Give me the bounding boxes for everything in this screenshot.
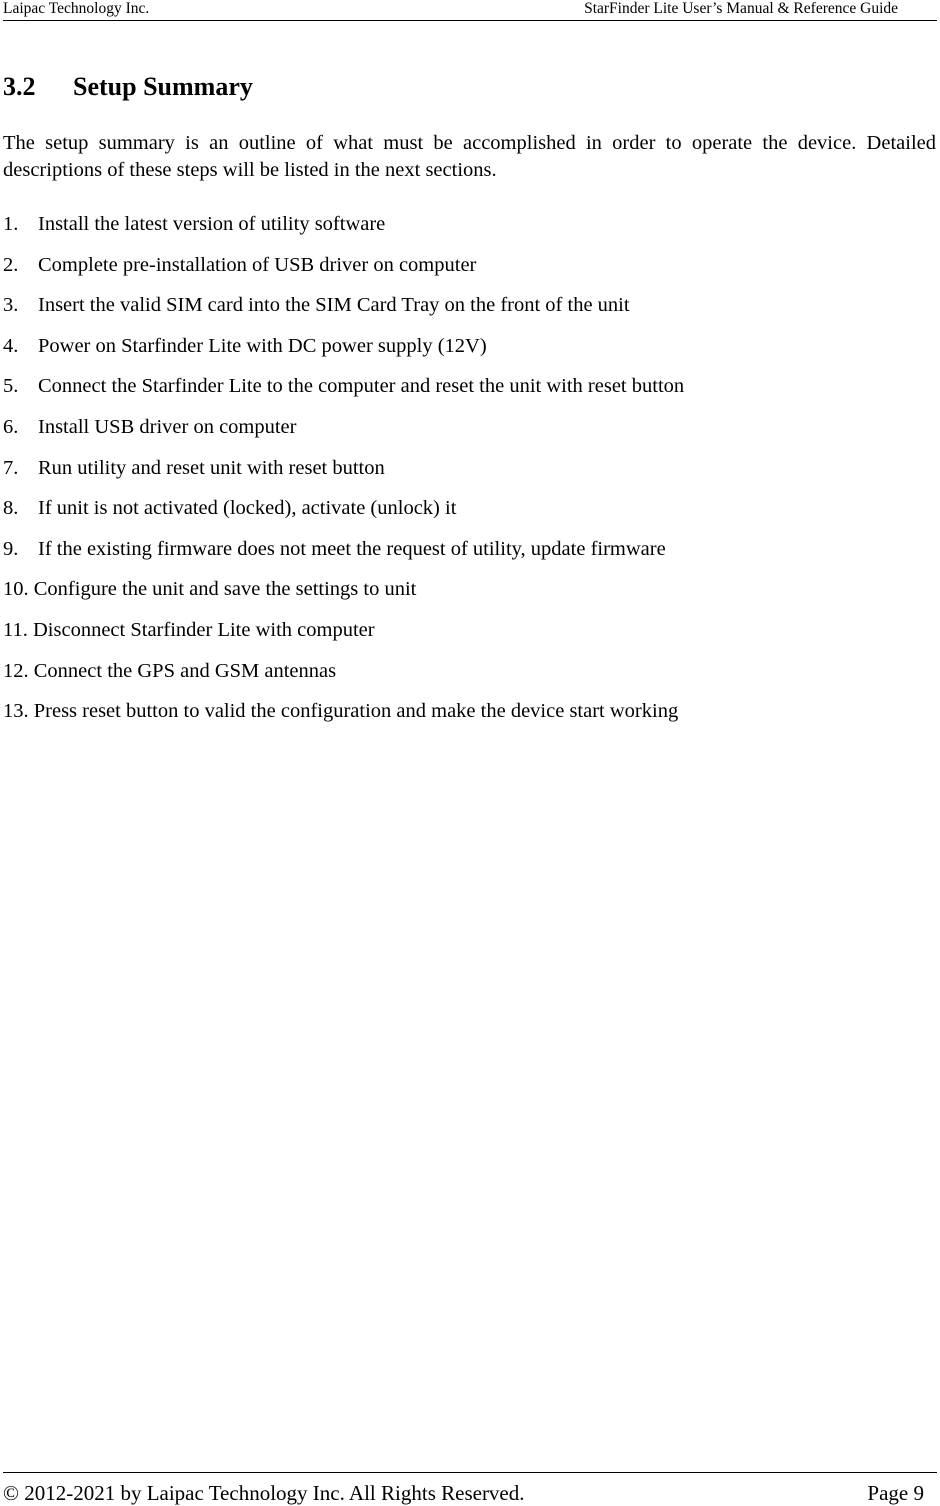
step-text: Configure the unit and save the settings to unit [33, 578, 417, 601]
section-heading [3, 72, 253, 102]
list-item [3, 252, 923, 293]
header-doc-title: StarFinder Lite User’s Manual & Reference Guide [584, 0, 898, 17]
step-number: 11. [3, 618, 28, 641]
setup-steps-list [3, 211, 923, 739]
step-number: 7. [3, 456, 19, 479]
step-text: Complete pre-installation of USB driver on computer [38, 253, 477, 276]
list-item [3, 455, 923, 496]
step-number: 9. [3, 537, 19, 560]
footer-page-number: Page 9 [867, 1481, 924, 1505]
list-item [3, 617, 923, 658]
step-text: If unit is not activated (locked), activate (unlock) it [38, 497, 457, 520]
header-divider [3, 20, 937, 21]
list-item [3, 536, 923, 577]
list-item [3, 292, 923, 333]
section-title: Setup Summary [73, 72, 253, 101]
step-text: If the existing firmware does not meet the request of utility, update firmware [38, 537, 666, 560]
list-item [3, 414, 923, 455]
step-number: 13. [3, 700, 29, 723]
step-number: 10. [3, 578, 29, 601]
section-number: 3.2 [3, 72, 36, 101]
header-company: Laipac Technology Inc. [3, 0, 150, 17]
step-number: 12. [3, 659, 29, 682]
intro-paragraph: The setup summary is an outline of what must be accomplished in order to operate the device. Detailed descriptions of these steps will be listed in the next sections. [3, 132, 936, 181]
list-item [3, 658, 923, 699]
step-text: Connect the GPS and GSM antennas [33, 659, 337, 682]
step-number: 3. [3, 294, 19, 317]
list-item [3, 698, 923, 739]
step-number: 4. [3, 334, 19, 357]
footer-copyright: © 2012-2021 by Laipac Technology Inc. All Rights Reserved. [3, 1481, 525, 1505]
step-text: Insert the valid SIM card into the SIM Card Tray on the front of the unit [38, 294, 630, 317]
step-number: 8. [3, 497, 19, 520]
step-number: 6. [3, 415, 19, 438]
step-text: Run utility and reset unit with reset button [38, 456, 385, 479]
step-number: 1. [3, 213, 19, 235]
step-number: 2. [3, 253, 19, 276]
step-text: Disconnect Starfinder Lite with computer [33, 618, 375, 641]
step-text: Install USB driver on computer [38, 415, 297, 438]
list-item [3, 373, 923, 414]
list-item [3, 211, 923, 252]
list-item [3, 333, 923, 374]
footer-divider [3, 1472, 937, 1473]
step-number: 5. [3, 375, 19, 398]
list-item [3, 576, 923, 617]
step-text: Install the latest version of utility software [38, 213, 386, 235]
list-item [3, 495, 923, 536]
step-text: Power on Starfinder Lite with DC power supply (12V) [38, 334, 487, 357]
step-text: Press reset button to valid the configuration and make the device start working [33, 700, 679, 723]
step-text: Connect the Starfinder Lite to the computer and reset the unit with reset button [38, 375, 685, 398]
